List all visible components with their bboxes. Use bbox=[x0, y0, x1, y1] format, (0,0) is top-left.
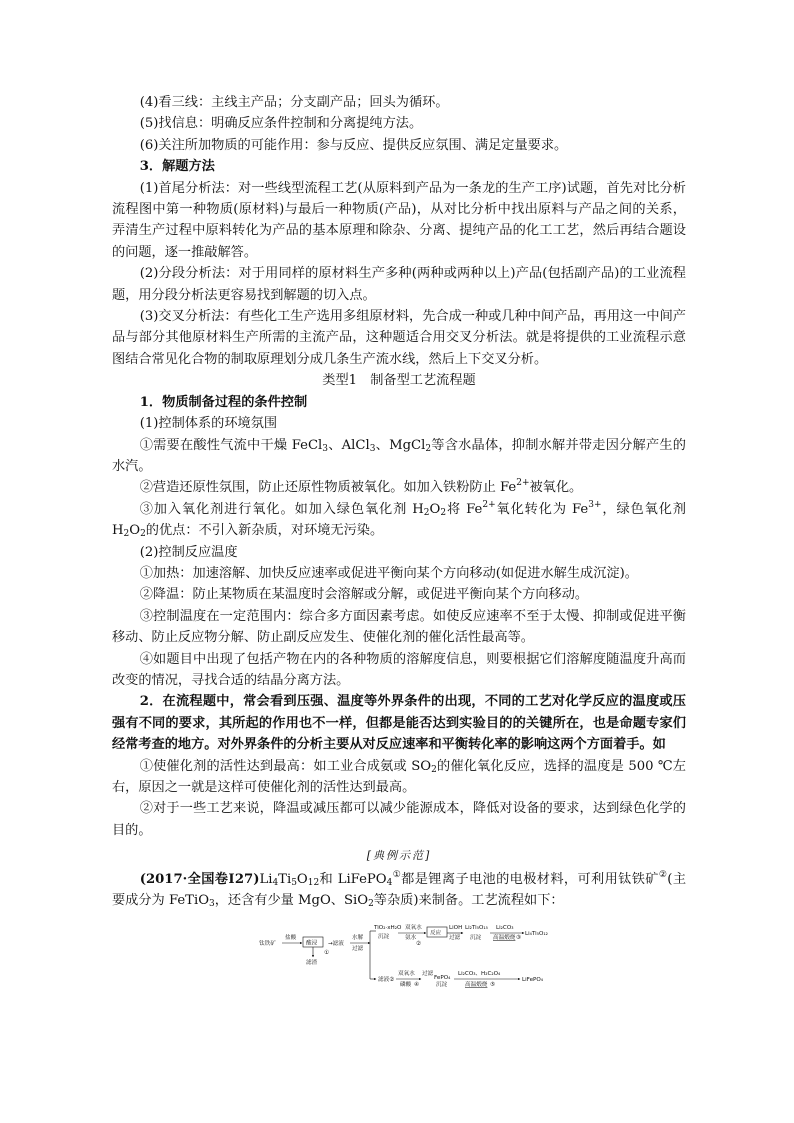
flow-filter1: 过滤 bbox=[352, 946, 364, 952]
para-find-info: (5)找信息：明确反应条件控制和分离提纯方法。 bbox=[139, 116, 423, 132]
flow-hydrolysis: 水解 bbox=[352, 935, 364, 941]
flow-filtrate2: 滤液② bbox=[378, 977, 395, 983]
flow-li2co3-2: Li₂CO₃、H₂C₂O₄ bbox=[458, 971, 501, 977]
para-catalyst: ①使催化剂的活性达到最高：如工业合成氨或 $SO_2$的催化氧化反应，选择的温度是 500 ℃左右，原因之一就是这样可使催化剂的活性达到最高。 bbox=[112, 758, 686, 795]
flow-filter3: 过滤 bbox=[422, 971, 434, 977]
flow-hcl: 盐酸 bbox=[285, 935, 297, 941]
flow-residue: 滤渣 bbox=[306, 960, 318, 966]
subheading-atmosphere: (1)控制体系的环境氛围 bbox=[139, 416, 278, 432]
heading-conditions: 1．物质制备过程的条件控制 bbox=[139, 394, 308, 410]
flow-lioh: LiOH bbox=[449, 925, 463, 931]
heading-methods: 3．解题方法 bbox=[139, 159, 215, 175]
flow-h2o2-2: 双氧水 bbox=[398, 971, 415, 977]
para-segment: (2)分段分析法：对于用同样的原材料生产多种(两种或两种以上)产品(包括副产品)的工业流程题，用分段分析法更容易找到解题的切入点。 bbox=[112, 266, 686, 303]
flow-ammonia: 氨水 bbox=[405, 935, 417, 941]
flow-precip1: 沉淀 bbox=[378, 934, 390, 940]
para-look-lines: (4)看三线：主线主产品；分支副产品；回头为循环。 bbox=[139, 95, 449, 110]
para-green: ②对于一些工艺来说，降温或减压都可以减少能源成本，降低对设备的要求，达到绿色化学的目的。 bbox=[112, 801, 686, 838]
para-solubility: ④如题目中出现了包括产物在内的各种物质的溶解度信息，则要根据它们溶解度随温度升高而改变的情况，寻找合适的结晶分离方法。 bbox=[112, 651, 686, 688]
flow-calcine2: 高温煅烧 bbox=[465, 982, 488, 988]
flow-precip2: 沉淀 bbox=[470, 935, 482, 941]
flow-step2: ② bbox=[416, 941, 422, 947]
document-body bbox=[112, 92, 686, 911]
flow-filtrate: →滤液 bbox=[328, 941, 344, 947]
flow-h2o2: 双氧水 bbox=[405, 925, 422, 931]
para-added-substances: (6)关注所加物质的可能作用：参与反应、提供反应氛围、满足定量要求。 bbox=[139, 137, 568, 153]
flow-li2co3-1: Li₂CO₃ bbox=[496, 925, 514, 931]
para-cross: (3)交叉分析法：有些化工生产选用多组原材料，先合成一种或几种中间产品，再用这一中间产品与部分其他原材料生产所需的主流产品，这种题适合用交叉分析法。就是将提供的工业流程示意图结合常见化合物的制取原理划分成几条生产流水线，然后上下交叉分析。 bbox=[112, 309, 686, 367]
para-example: (2017·全国卷$Ⅰ27)Li_4Ti_5O_{12}$和 LiFePO$_4$①都是锂离子电池的电极材料，可利用钛铁矿②(主要成分为 FeTiO$_3$，还含有少量 MgO、SiO$_2$等杂质)来制备。工艺流程如下： bbox=[112, 869, 687, 910]
para-cooling: ②降温：防止某物质在某温度时会溶解或分解，或促进平衡向某个方向移动。 bbox=[139, 587, 589, 603]
example-tag: [典例示范] bbox=[366, 849, 432, 863]
flow-step4: ④ bbox=[414, 982, 420, 988]
flow-acid-leach: 酸浸 bbox=[306, 940, 318, 947]
flow-lifepo4: LiFePO₄ bbox=[522, 977, 544, 983]
flow-step1: ① bbox=[324, 950, 330, 956]
flow-li2ti5o15: Li₂Ti₅O₁₅ bbox=[465, 925, 488, 931]
flow-ilmenite: 钛铁矿 bbox=[259, 941, 276, 947]
para-acid-dry: ①需要在酸性气流中干燥 FeCl$_3$、AlCl$_3$、MgCl$_2$等含水晶体，抑制水解并带走因分解产生的水汽。 bbox=[112, 437, 686, 474]
flow-fepo4: FePO₄ bbox=[434, 975, 451, 981]
subheading-temperature: (2)控制反应温度 bbox=[139, 544, 238, 560]
flow-tio2: TiO₂·xH₂O bbox=[374, 925, 402, 931]
flow-step3: ③ bbox=[516, 935, 522, 941]
flow-reaction: 反应 bbox=[430, 930, 442, 937]
para-head-tail: (1)首尾分析法：对一些线型流程工艺(从原料到产品为一条龙的生产工序)试题，首先对比分析流程图中第一种物质(原材料)与最后一种物质(产品)，从对比分析中找出原料与产品之间的关系，弄清生产过程中原料转化为产品的基本原理和除杂、分离、提纯产品的化工工艺，然后再结合题设的问题，逐一推敲解答。 bbox=[112, 180, 686, 260]
para-oxidant: ③加入氧化剂进行氧化。如加入绿色氧化剂 $H_2O_2$将 $Fe^{2+}$氧化转化为 $Fe^{3+}$，绿色氧化剂 $H_2O_2$的优点：不引入新杂质，对环境无污染。 bbox=[112, 499, 686, 540]
para-temp-range: ③控制温度在一定范围内：综合多方面因素考虑。如使反应速率不至于太慢、抑制或促进平衡移动、防止反应物分解、防止副反应发生、使催化剂的催化活性最高等。 bbox=[112, 608, 686, 646]
flow-li4ti5o12: Li₄Ti₅O₁₂ bbox=[525, 931, 548, 937]
flow-phosphoric: 磷酸 bbox=[400, 982, 412, 988]
process-flow-diagram bbox=[258, 924, 548, 996]
flow-step5: ⑤ bbox=[490, 982, 496, 988]
section-title: 类型1 制备型工艺流程题 bbox=[322, 373, 476, 389]
para-pressure-temp: 2．在流程题中，常会看到压强、温度等外界条件的出现，不同的工艺对化学反应的温度或压强有不同的要求，其所起的作用也不一样，但都是能否达到实验目的的关键所在，也是命题专家们经常考查的地方。对外界条件的分析主要从对反应速率和平衡转化率的影响这两个方面着手。如 bbox=[112, 694, 686, 753]
para-heating: ①加热：加速溶解、加快反应速率或促进平衡向某个方向移动(如促进水解生成沉淀)。 bbox=[139, 565, 638, 581]
flow-precip3: 沉淀 bbox=[436, 982, 448, 988]
para-reducing: ②营造还原性氛围，防止还原性物质被氧化。如加入铁粉防止 $Fe^{2+}$被氧化。 bbox=[139, 478, 583, 496]
flow-calcine1: 高温煅烧 bbox=[493, 935, 516, 941]
flow-filter2: 过滤 bbox=[449, 935, 461, 941]
